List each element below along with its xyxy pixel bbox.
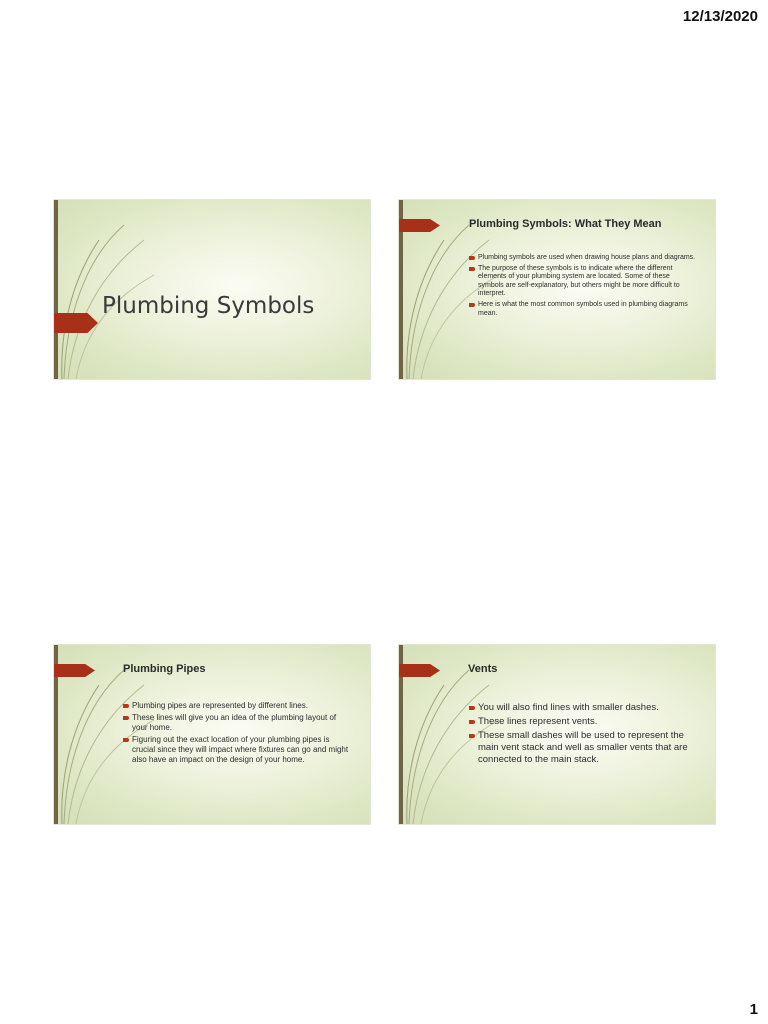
bullet-list [123, 701, 351, 767]
list-item: These small dashes will be used to represent the main vent stack and well as smaller vents that are connected to the main stack. [469, 730, 697, 766]
bullet-marker [469, 720, 475, 724]
list-item: Figuring out the exact location of your plumbing pipes is crucial since they will impact where fixtures can go and might also have an impact on the design of your home. [123, 735, 351, 765]
list-item: These lines will give you an idea of the plumbing layout of your home. [123, 713, 351, 733]
slide-thumbnail-2[interactable] [399, 200, 715, 379]
list-item: Plumbing pipes are represented by different lines. [123, 701, 351, 711]
swoosh-decoration [54, 200, 370, 379]
bullet-marker [123, 704, 129, 708]
bullet-marker [469, 256, 475, 260]
slide-title: Plumbing Symbols [102, 293, 315, 319]
handout-date: 12/13/2020 [682, 8, 758, 25]
list-item: The purpose of these symbols is to indicate where the different elements of your plumbing system are located. Some of these symbols are self-explanatory, but others might be more difficult to interpret. [469, 265, 697, 299]
bullet-list [469, 254, 697, 320]
slide-title: Plumbing Pipes [123, 663, 206, 675]
list-item: These lines represent vents. [469, 716, 697, 728]
page-number: 1 [749, 1001, 758, 1018]
slide-thumbnail-1[interactable] [54, 200, 370, 379]
slide-title: Plumbing Symbols: What They Mean [469, 218, 662, 230]
bullet-marker [469, 734, 475, 738]
slide-thumbnail-4[interactable] [399, 645, 715, 824]
bullet-marker [469, 267, 475, 271]
bullet-marker [123, 738, 129, 742]
list-item: Here is what the most common symbols used in plumbing diagrams mean. [469, 301, 697, 318]
bullet-marker [469, 706, 475, 710]
bullet-list [469, 702, 697, 768]
bullet-marker [469, 303, 475, 307]
list-item: You will also find lines with smaller dashes. [469, 702, 697, 714]
list-item: Plumbing symbols are used when drawing house plans and diagrams. [469, 254, 697, 263]
bullet-marker [123, 716, 129, 720]
slide-title: Vents [468, 663, 498, 675]
slide-thumbnail-3[interactable] [54, 645, 370, 824]
